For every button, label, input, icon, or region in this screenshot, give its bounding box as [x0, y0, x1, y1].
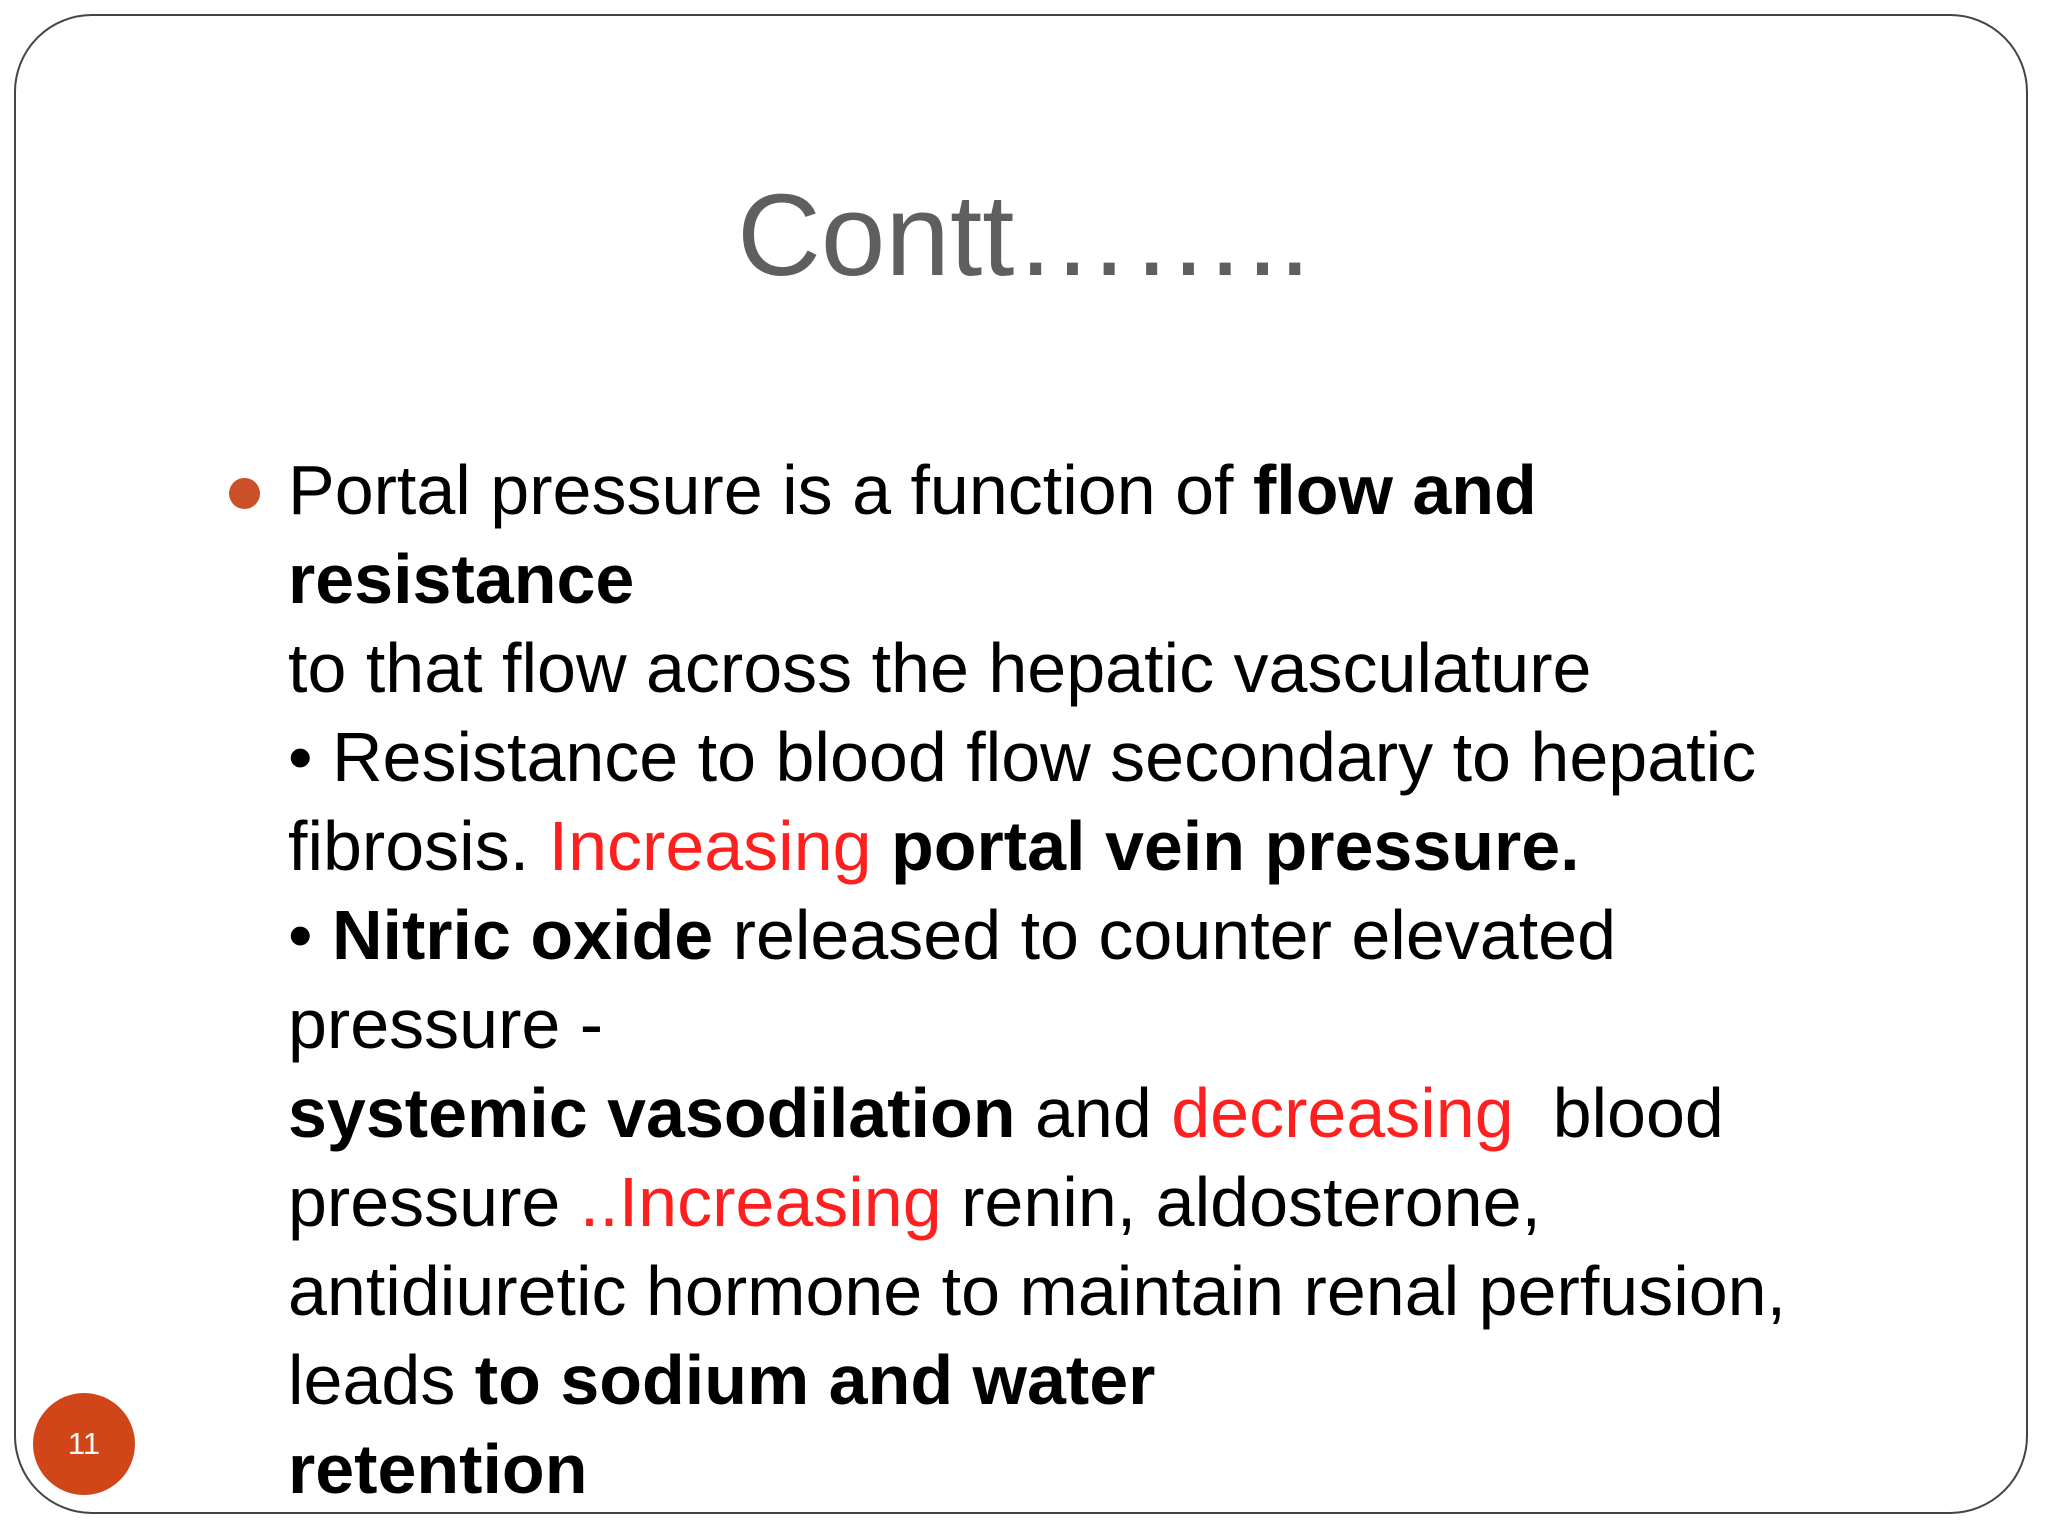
body-line-3: to that flow across the hepatic vasculature — [288, 629, 1592, 707]
red-text: ..Increasing — [579, 1163, 942, 1241]
bold-text: Nitric oxide — [331, 896, 714, 974]
body-line-2: resistance — [288, 540, 635, 618]
text-run: pressure — [288, 1163, 580, 1241]
body-line-4: • Resistance to blood flow secondary to hepatic — [288, 718, 1757, 796]
bold-text: systemic vasodilation — [288, 1074, 1016, 1152]
bold-text: portal vein pressure. — [871, 807, 1580, 885]
bold-text: flow and — [1252, 451, 1537, 529]
text-run: • — [288, 896, 332, 974]
body-line-5 — [288, 802, 1988, 891]
body-line-8 — [288, 1069, 1988, 1158]
body-line-12: retention — [288, 1430, 588, 1508]
body-line-11 — [288, 1336, 1988, 1425]
body-line-7: pressure - — [288, 985, 604, 1063]
text-run: Portal pressure is a function of — [288, 451, 1253, 529]
page-number: 11 — [67, 1426, 101, 1461]
body-line-1 — [288, 446, 1988, 535]
body-line-10: antidiuretic hormone to maintain renal perfusion, — [288, 1252, 1787, 1330]
text-run: fibrosis. — [288, 807, 549, 885]
body-line-6 — [288, 891, 1988, 980]
text-run: leads — [288, 1341, 475, 1419]
page-number-badge — [33, 1393, 135, 1495]
bullet-dot-icon — [229, 478, 260, 509]
text-run: and — [1015, 1074, 1172, 1152]
text-run: released to counter elevated — [713, 896, 1617, 974]
red-text: Increasing — [548, 807, 872, 885]
body-line-9 — [288, 1158, 1988, 1247]
text-run: renin, aldosterone, — [941, 1163, 1541, 1241]
bold-text: to sodium and water — [474, 1341, 1156, 1419]
text-run: blood — [1513, 1074, 1724, 1152]
slide-body — [288, 446, 1988, 1514]
slide-title: Contt…….. — [737, 170, 1311, 300]
red-text: decreasing — [1171, 1074, 1514, 1152]
